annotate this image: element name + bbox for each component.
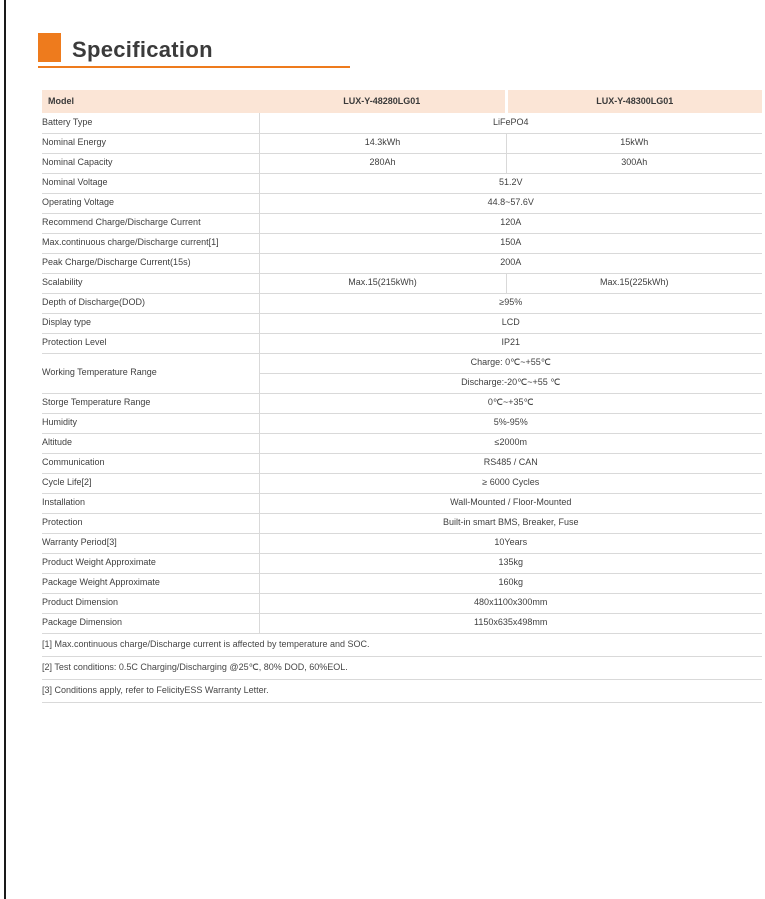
spec-label: Installation [42, 493, 259, 513]
spec-label: Battery Type [42, 113, 259, 133]
spec-value: ≥95% [259, 293, 762, 313]
spec-label: Product Weight Approximate [42, 553, 259, 573]
spec-label: Product Dimension [42, 593, 259, 613]
spec-value: 1150x635x498mm [259, 613, 762, 633]
spec-value: 280Ah [259, 153, 506, 173]
specification-table [42, 90, 762, 703]
spec-table-body [42, 113, 762, 702]
table-row [42, 473, 762, 493]
table-row [42, 593, 762, 613]
spec-value: 120A [259, 213, 762, 233]
spec-label: Altitude [42, 433, 259, 453]
spec-label: Working Temperature Range [42, 353, 259, 393]
spec-label: Max.continuous charge/Discharge current[1] [42, 233, 259, 253]
spec-value: Max.15(215kWh) [259, 273, 506, 293]
table-header-model-label: Model [48, 95, 74, 106]
table-row [42, 533, 762, 553]
page-left-border [4, 0, 6, 899]
spec-label: Recommend Charge/Discharge Current [42, 213, 259, 233]
table-row [42, 573, 762, 593]
spec-value: 200A [259, 253, 762, 273]
spec-value: 51.2V [259, 173, 762, 193]
spec-value: ≤2000m [259, 433, 762, 453]
table-row [42, 133, 762, 153]
footnote-row [42, 633, 762, 656]
spec-label: Nominal Energy [42, 133, 259, 153]
table-row [42, 453, 762, 473]
table-header-model-2: LUX-Y-48300LG01 [506, 90, 762, 113]
spec-value: 480x1100x300mm [259, 593, 762, 613]
title-accent-square-icon [38, 33, 61, 62]
spec-label: Nominal Voltage [42, 173, 259, 193]
section-title: Specification [72, 36, 213, 62]
table-header-model-1: LUX-Y-48280LG01 [343, 95, 421, 106]
spec-value: ≥ 6000 Cycles [259, 473, 762, 493]
spec-label: Storge Temperature Range [42, 393, 259, 413]
spec-label: Display type [42, 313, 259, 333]
spec-label: Humidity [42, 413, 259, 433]
spec-value: Discharge:-20℃~+55 ℃ [259, 373, 762, 393]
spec-value: 14.3kWh [259, 133, 506, 153]
spec-label: Scalability [42, 273, 259, 293]
spec-label: Depth of Discharge(DOD) [42, 293, 259, 313]
table-row [42, 213, 762, 233]
spec-value: 135kg [259, 553, 762, 573]
spec-label: Protection [42, 513, 259, 533]
footnote: [3] Conditions apply, refer to FelicityESS Warranty Letter. [42, 679, 762, 702]
table-row [42, 273, 762, 293]
table-row [42, 393, 762, 413]
spec-label: Communication [42, 453, 259, 473]
spec-value: 44.8~57.6V [259, 193, 762, 213]
spec-value: Charge: 0℃~+55℃ [259, 353, 762, 373]
table-row [42, 233, 762, 253]
table-row [42, 493, 762, 513]
table-row [42, 613, 762, 633]
footnote-row [42, 656, 762, 679]
spec-label: Peak Charge/Discharge Current(15s) [42, 253, 259, 273]
spec-value: Built-in smart BMS, Breaker, Fuse [259, 513, 762, 533]
table-row [42, 113, 762, 133]
spec-value: Max.15(225kWh) [506, 273, 762, 293]
table-row [42, 433, 762, 453]
spec-value: 150A [259, 233, 762, 253]
table-row [42, 253, 762, 273]
spec-label: Cycle Life[2] [42, 473, 259, 493]
table-row [42, 293, 762, 313]
table-row [42, 333, 762, 353]
spec-label: Protection Level [42, 333, 259, 353]
spec-value: 15kWh [506, 133, 762, 153]
table-row [42, 553, 762, 573]
table-row [42, 173, 762, 193]
spec-label: Nominal Capacity [42, 153, 259, 173]
footnote: [2] Test conditions: 0.5C Charging/Discharging @25℃, 80% DOD, 60%EOL. [42, 656, 762, 679]
table-header-row [42, 90, 762, 113]
spec-value: 300Ah [506, 153, 762, 173]
table-row [42, 193, 762, 213]
spec-value: LiFePO4 [259, 113, 762, 133]
table-row [42, 153, 762, 173]
spec-value: 10Years [259, 533, 762, 553]
table-row [42, 513, 762, 533]
table-row [42, 413, 762, 433]
table-row [42, 313, 762, 333]
spec-value: RS485 / CAN [259, 453, 762, 473]
section-header [38, 33, 350, 68]
spec-label: Warranty Period[3] [42, 533, 259, 553]
spec-label: Package Dimension [42, 613, 259, 633]
spec-value: Wall-Mounted / Floor-Mounted [259, 493, 762, 513]
table-row [42, 353, 762, 373]
spec-value: 5%-95% [259, 413, 762, 433]
spec-value: 160kg [259, 573, 762, 593]
spec-label: Package Weight Approximate [42, 573, 259, 593]
spec-value: IP21 [259, 333, 762, 353]
spec-value: LCD [259, 313, 762, 333]
footnote-row [42, 679, 762, 702]
footnote: [1] Max.continuous charge/Discharge current is affected by temperature and SOC. [42, 633, 762, 656]
spec-value: 0℃~+35℃ [259, 393, 762, 413]
spec-label: Operating Voltage [42, 193, 259, 213]
